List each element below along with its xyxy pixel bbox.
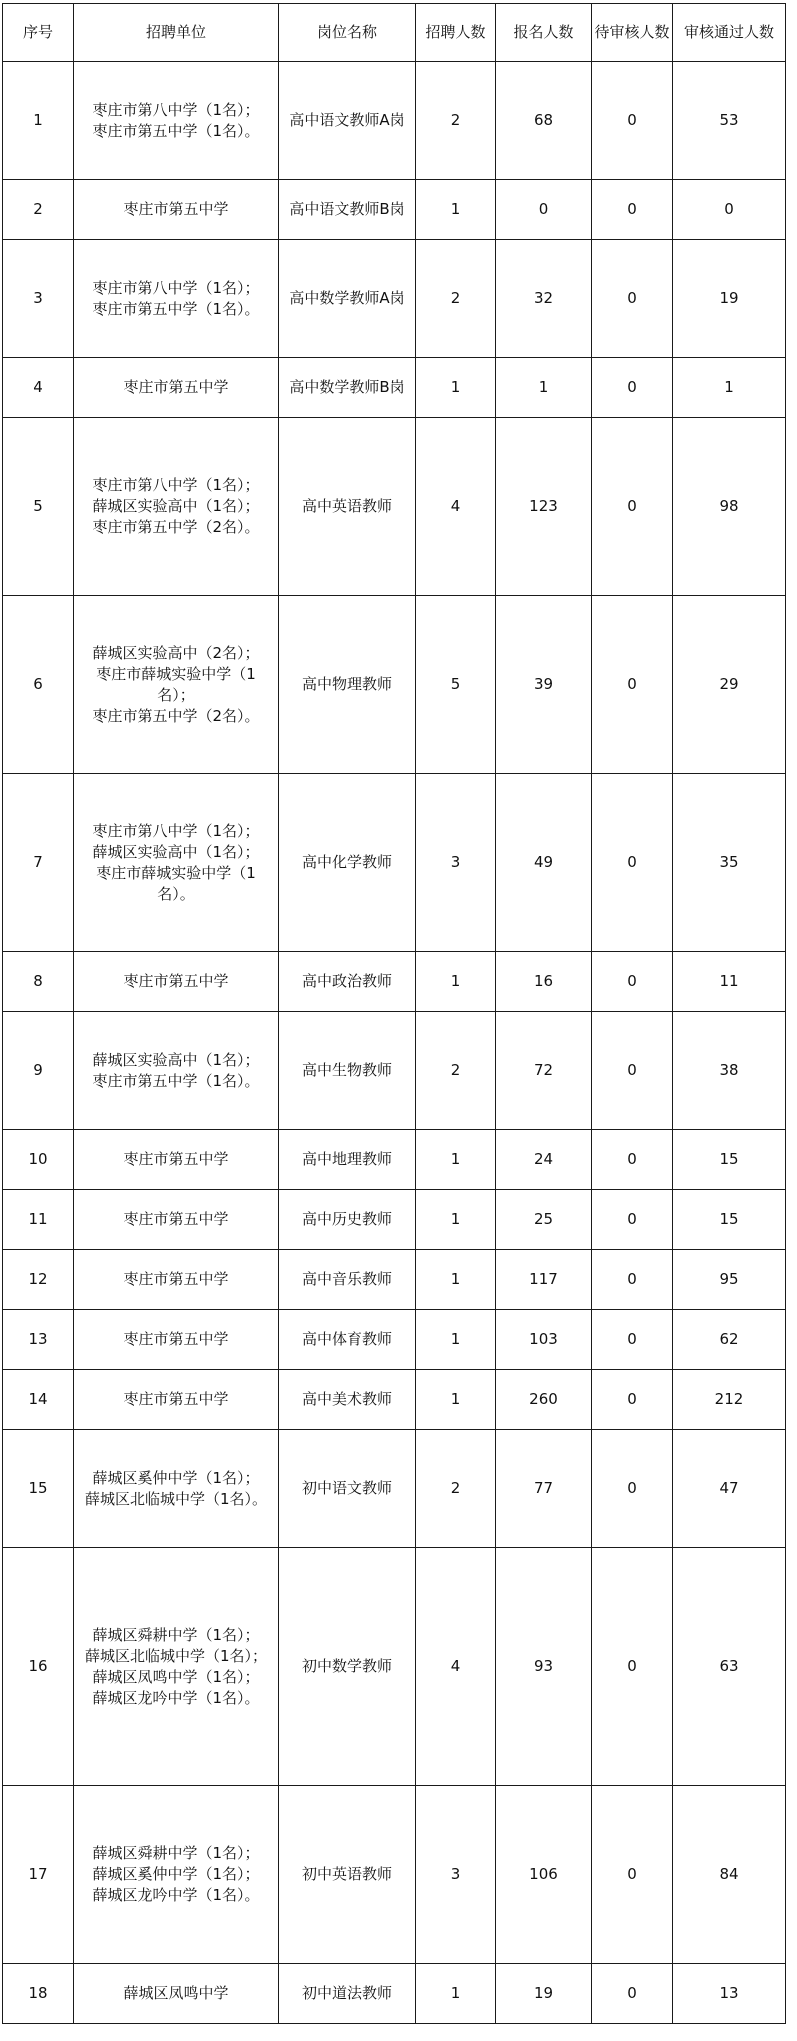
header-cell: 报名人数 (496, 4, 592, 62)
row-number-cell: 14 (3, 1370, 74, 1430)
recruiting-unit-cell (74, 1430, 279, 1548)
post-name-cell: 高中地理教师 (279, 1130, 416, 1190)
unit-line: 枣庄市第八中学（1名）； (92, 278, 260, 297)
quota-cell: 1 (416, 1964, 496, 2024)
table-row (3, 240, 786, 358)
unit-line: 薛城区奚仲中学（1名）； (92, 1865, 260, 1883)
recruiting-unit-cell (74, 358, 279, 418)
quota-cell: 4 (416, 418, 496, 596)
unit-line: 薛城区舜耕中学（1名）； (92, 1625, 260, 1644)
recruiting-unit-cell (74, 952, 279, 1012)
unit-line: 枣庄市第五中学（2名）。 (92, 518, 260, 536)
table-row (3, 1250, 786, 1310)
post-name-cell: 高中历史教师 (279, 1190, 416, 1250)
quota-cell: 1 (416, 952, 496, 1012)
quota-cell: 3 (416, 774, 496, 952)
unit-line: 薛城区龙吟中学（1名）。 (92, 1886, 260, 1904)
applicants-cell: 93 (496, 1548, 592, 1786)
unit-line: 枣庄市第五中学（1名）。 (92, 121, 260, 140)
recruiting-unit-cell (74, 1786, 279, 1964)
applicants-cell: 16 (496, 952, 592, 1012)
pending-cell: 0 (592, 1964, 673, 2024)
applicants-cell: 260 (496, 1370, 592, 1430)
row-number-cell: 6 (3, 596, 74, 774)
post-name-cell: 初中英语教师 (279, 1786, 416, 1964)
header-cell: 岗位名称 (279, 4, 416, 62)
approved-cell: 29 (673, 596, 786, 774)
unit-line: 枣庄市第五中学 (123, 378, 229, 396)
approved-cell: 11 (673, 952, 786, 1012)
table-row (3, 62, 786, 180)
unit-line: 薛城区北临城中学（1名）。 (84, 1489, 268, 1508)
approved-cell: 63 (673, 1548, 786, 1786)
applicants-cell: 123 (496, 418, 592, 596)
row-number-cell: 13 (3, 1310, 74, 1370)
approved-cell: 13 (673, 1964, 786, 2024)
pending-cell: 0 (592, 62, 673, 180)
unit-line: 薛城区奚仲中学（1名）； (92, 1468, 260, 1487)
recruiting-unit-cell (74, 1012, 279, 1130)
pending-cell: 0 (592, 1370, 673, 1430)
recruiting-unit-cell (74, 596, 279, 774)
applicants-cell: 68 (496, 62, 592, 180)
row-number-cell: 16 (3, 1548, 74, 1786)
post-name-cell: 初中语文教师 (279, 1430, 416, 1548)
pending-cell: 0 (592, 1310, 673, 1370)
applicants-cell: 19 (496, 1964, 592, 2024)
recruiting-unit-cell (74, 240, 279, 358)
row-number-cell: 12 (3, 1250, 74, 1310)
table-row (3, 1310, 786, 1370)
unit-line: 名）。 (157, 884, 195, 903)
pending-cell: 0 (592, 1548, 673, 1786)
table-row (3, 596, 786, 774)
unit-line: 薛城区舜耕中学（1名）； (92, 1844, 260, 1862)
row-number-cell: 2 (3, 180, 74, 240)
recruiting-unit-cell (74, 774, 279, 952)
recruiting-unit-cell (74, 1190, 279, 1250)
unit-line: 薛城区龙吟中学（1名）。 (92, 1688, 260, 1707)
pending-cell: 0 (592, 1190, 673, 1250)
table-row (3, 774, 786, 952)
applicants-cell: 72 (496, 1012, 592, 1130)
unit-line: 薛城区实验高中（2名）； (92, 643, 260, 662)
pending-cell: 0 (592, 358, 673, 418)
post-name-cell: 初中道法教师 (279, 1964, 416, 2024)
row-number-cell: 3 (3, 240, 74, 358)
unit-line: 枣庄市第五中学 (123, 1390, 229, 1408)
recruiting-unit-cell (74, 180, 279, 240)
post-name-cell: 初中数学教师 (279, 1548, 416, 1786)
approved-cell: 212 (673, 1370, 786, 1430)
row-number-cell: 10 (3, 1130, 74, 1190)
quota-cell: 1 (416, 1130, 496, 1190)
approved-cell: 35 (673, 774, 786, 952)
post-name-cell: 高中物理教师 (279, 596, 416, 774)
unit-line: 枣庄市薛城实验中学（1 (96, 664, 256, 683)
table-row (3, 1012, 786, 1130)
approved-cell: 15 (673, 1130, 786, 1190)
row-number-cell: 15 (3, 1430, 74, 1548)
post-name-cell: 高中美术教师 (279, 1370, 416, 1430)
row-number-cell: 8 (3, 952, 74, 1012)
unit-line: 薛城区实验高中（1名）； (92, 497, 260, 515)
recruitment-table (2, 3, 786, 2024)
approved-cell: 15 (673, 1190, 786, 1250)
approved-cell: 95 (673, 1250, 786, 1310)
quota-cell: 3 (416, 1786, 496, 1964)
table-row (3, 418, 786, 596)
quota-cell: 4 (416, 1548, 496, 1786)
applicants-cell: 0 (496, 180, 592, 240)
unit-line: 薛城区北临城中学（1名）； (84, 1646, 268, 1665)
post-name-cell: 高中语文教师A岗 (279, 62, 416, 180)
header-cell: 招聘单位 (74, 4, 279, 62)
unit-line: 枣庄市第五中学 (123, 1330, 229, 1348)
table-row (3, 1370, 786, 1430)
quota-cell: 5 (416, 596, 496, 774)
recruiting-unit-cell (74, 1548, 279, 1786)
unit-line: 枣庄市第五中学 (123, 1210, 229, 1228)
applicants-cell: 103 (496, 1310, 592, 1370)
unit-line: 枣庄市第五中学（1名）。 (92, 299, 260, 318)
table-row (3, 1130, 786, 1190)
unit-line: 薛城区凤鸣中学 (123, 1984, 229, 2002)
applicants-cell: 49 (496, 774, 592, 952)
unit-line: 薛城区实验高中（1名）； (92, 1050, 260, 1069)
quota-cell: 2 (416, 62, 496, 180)
header-cell: 序号 (3, 4, 74, 62)
unit-line: 枣庄市第五中学 (123, 1270, 229, 1288)
unit-line: 枣庄市第八中学（1名）； (92, 821, 260, 840)
approved-cell: 38 (673, 1012, 786, 1130)
row-number-cell: 9 (3, 1012, 74, 1130)
row-number-cell: 1 (3, 62, 74, 180)
unit-line: 枣庄市第五中学 (123, 972, 229, 990)
table-row (3, 1964, 786, 2024)
applicants-cell: 77 (496, 1430, 592, 1548)
table-row (3, 1190, 786, 1250)
post-name-cell: 高中化学教师 (279, 774, 416, 952)
quota-cell: 1 (416, 1310, 496, 1370)
post-name-cell: 高中语文教师B岗 (279, 180, 416, 240)
recruiting-unit-cell (74, 1964, 279, 2024)
approved-cell: 53 (673, 62, 786, 180)
row-number-cell: 17 (3, 1786, 74, 1964)
pending-cell: 0 (592, 180, 673, 240)
pending-cell: 0 (592, 596, 673, 774)
table-body (3, 62, 786, 2024)
quota-cell: 2 (416, 1012, 496, 1130)
recruiting-unit-cell (74, 1130, 279, 1190)
unit-line: 名）； (157, 685, 195, 704)
applicants-cell: 24 (496, 1130, 592, 1190)
post-name-cell: 高中音乐教师 (279, 1250, 416, 1310)
pending-cell: 0 (592, 418, 673, 596)
recruiting-unit-cell (74, 1250, 279, 1310)
table-row (3, 358, 786, 418)
header-cell: 待审核人数 (592, 4, 673, 62)
table-row (3, 952, 786, 1012)
table-row (3, 1786, 786, 1964)
row-number-cell: 7 (3, 774, 74, 952)
quota-cell: 2 (416, 1430, 496, 1548)
pending-cell: 0 (592, 774, 673, 952)
post-name-cell: 高中体育教师 (279, 1310, 416, 1370)
row-number-cell: 5 (3, 418, 74, 596)
unit-line: 枣庄市第五中学（2名）。 (92, 706, 260, 725)
approved-cell: 19 (673, 240, 786, 358)
post-name-cell: 高中英语教师 (279, 418, 416, 596)
row-number-cell: 18 (3, 1964, 74, 2024)
table-row (3, 1430, 786, 1548)
applicants-cell: 1 (496, 358, 592, 418)
approved-cell: 1 (673, 358, 786, 418)
row-number-cell: 4 (3, 358, 74, 418)
unit-line: 枣庄市第八中学（1名）； (92, 100, 260, 119)
pending-cell: 0 (592, 1250, 673, 1310)
header-cell: 审核通过人数 (673, 4, 786, 62)
post-name-cell: 高中生物教师 (279, 1012, 416, 1130)
post-name-cell: 高中政治教师 (279, 952, 416, 1012)
unit-line: 枣庄市第五中学（1名）。 (92, 1071, 260, 1090)
recruiting-unit-cell (74, 418, 279, 596)
approved-cell: 98 (673, 418, 786, 596)
unit-line: 薛城区凤鸣中学（1名）； (92, 1667, 260, 1686)
post-name-cell: 高中数学教师A岗 (279, 240, 416, 358)
quota-cell: 1 (416, 1250, 496, 1310)
quota-cell: 2 (416, 240, 496, 358)
quota-cell: 1 (416, 358, 496, 418)
applicants-cell: 25 (496, 1190, 592, 1250)
table-row (3, 180, 786, 240)
table-row (3, 1548, 786, 1786)
post-name-cell: 高中数学教师B岗 (279, 358, 416, 418)
recruiting-unit-cell (74, 1310, 279, 1370)
approved-cell: 0 (673, 180, 786, 240)
unit-line: 枣庄市第八中学（1名）； (92, 476, 260, 494)
approved-cell: 84 (673, 1786, 786, 1964)
pending-cell: 0 (592, 1786, 673, 1964)
pending-cell: 0 (592, 1012, 673, 1130)
unit-line: 枣庄市第五中学 (123, 1150, 229, 1168)
quota-cell: 1 (416, 1370, 496, 1430)
header-cell: 招聘人数 (416, 4, 496, 62)
pending-cell: 0 (592, 952, 673, 1012)
applicants-cell: 106 (496, 1786, 592, 1964)
pending-cell: 0 (592, 1430, 673, 1548)
applicants-cell: 39 (496, 596, 592, 774)
applicants-cell: 32 (496, 240, 592, 358)
quota-cell: 1 (416, 1190, 496, 1250)
unit-line: 枣庄市第五中学 (123, 200, 229, 218)
unit-line: 薛城区实验高中（1名）； (92, 842, 260, 861)
approved-cell: 62 (673, 1310, 786, 1370)
approved-cell: 47 (673, 1430, 786, 1548)
applicants-cell: 117 (496, 1250, 592, 1310)
pending-cell: 0 (592, 240, 673, 358)
recruiting-unit-cell (74, 62, 279, 180)
recruiting-unit-cell (74, 1370, 279, 1430)
unit-line: 枣庄市薛城实验中学（1 (96, 863, 256, 882)
pending-cell: 0 (592, 1130, 673, 1190)
row-number-cell: 11 (3, 1190, 74, 1250)
table-header-row (3, 4, 786, 62)
quota-cell: 1 (416, 180, 496, 240)
